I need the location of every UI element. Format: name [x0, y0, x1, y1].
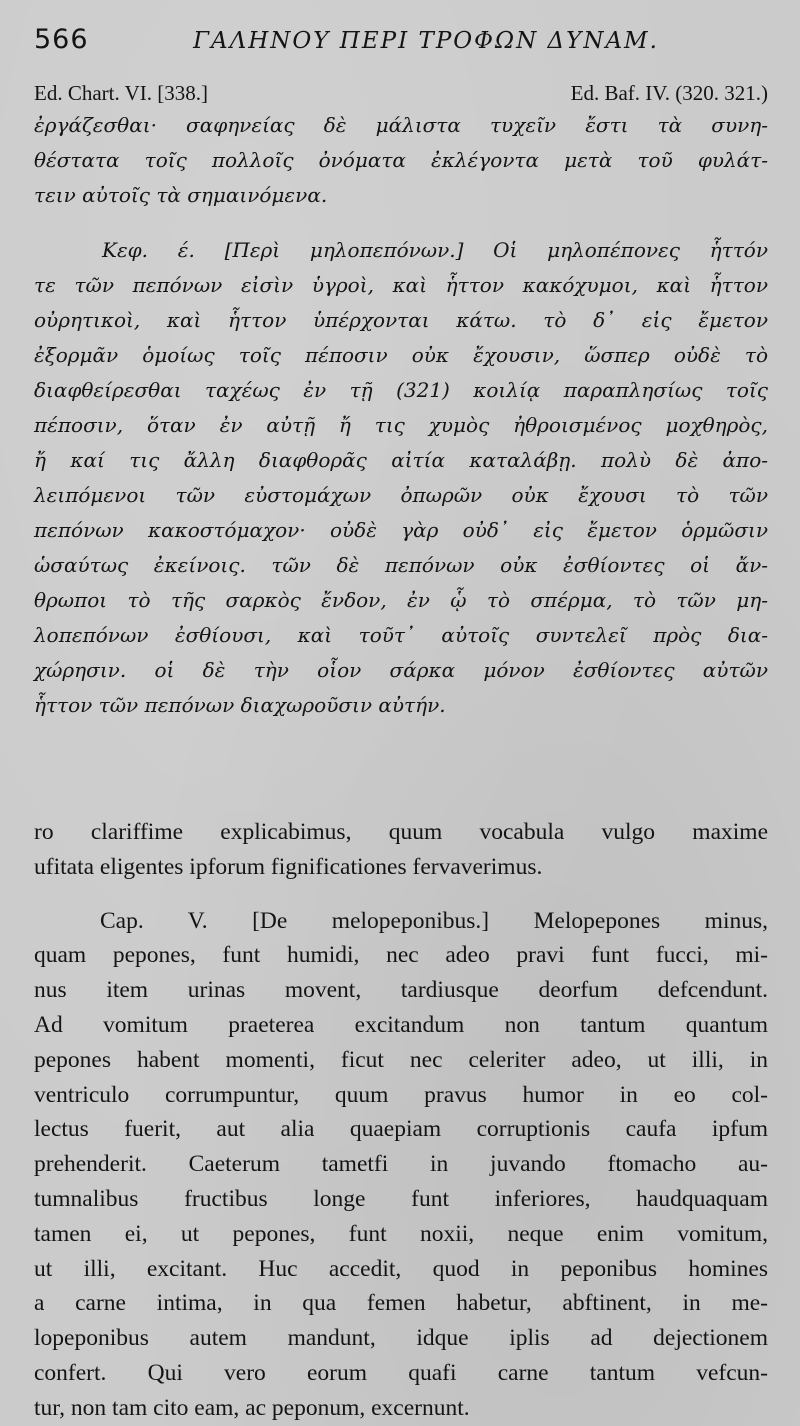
- page-number: 566: [34, 24, 89, 55]
- edition-references: [34, 78, 768, 108]
- greek-line: λοπεπόνων ἐσθίουσι, καὶ τοῦτ᾽ αὐτοῖς συντελεῖ πρὸς δια-: [34, 623, 768, 647]
- latin-line: tamen ei, ut pepones, funt noxii, neque enim vomitum,: [34, 1220, 768, 1247]
- greek-line: ἤ καί τις ἄλλη διαφθορᾶς αἰτία καταλάβῃ. πολὺ δὲ ἀπο-: [34, 448, 768, 472]
- latin-line: lectus fuerit, aut alia quaepiam corruptionis caufa ipfum: [34, 1116, 768, 1143]
- latin-line: Cap. V. [De melopeponibus.] Melopepones minus,: [100, 907, 768, 934]
- greek-line: ἐξορμᾶν ὁμοίως τοῖς πέποσιν οὐκ ἔχουσιν, ὥσπερ οὐδὲ τὸ: [34, 343, 768, 367]
- latin-line: prehenderit. Caeterum tametfi in juvando ftomacho au-: [34, 1151, 768, 1178]
- edition-ref-chartier: Ed. Chart. VI. [338.]: [34, 81, 208, 105]
- latin-line: tumnalibus fructibus longe funt inferiores, haudquaquam: [34, 1185, 768, 1212]
- latin-paragraph-2: [34, 904, 768, 1426]
- latin-line: ut illi, excitant. Huc accedit, quod in peponibus homines: [34, 1255, 768, 1282]
- greek-line: πέποσιν, ὅταν ἐν αὐτῇ ἤ τις χυμὸς ἠθροισμένος μοχθηρὸς,: [34, 413, 768, 437]
- edition-ref-basel: Ed. Baf. IV. (320. 321.): [570, 81, 768, 105]
- greek-line: λειπόμενοι τῶν εὐστομάχων ὀπωρῶν οὐκ ἔχουσι τὸ τῶν: [34, 483, 768, 507]
- greek-line: διαφθείρεσθαι ταχέως ἐν τῇ (321) κοιλίᾳ παραπλησίως τοῖς: [34, 378, 768, 402]
- latin-line: ufitata eligentes ipforum fignificationes fervaverimus.: [34, 853, 543, 880]
- greek-line: ἐργάζεσθαι· σαφηνείας δὲ μάλιστα τυχεῖν ἔστι τὰ συνη-: [34, 113, 768, 137]
- greek-line: οὐρητικοὶ, καὶ ἧττον ὑπέρχονται κάτω. τὸ δ᾽ εἰς ἔμετον: [34, 308, 768, 332]
- greek-line: θρωποι τὸ τῆς σαρκὸς ἔνδον, ἐν ᾧ τὸ σπέρμα, τὸ τῶν μη-: [34, 588, 768, 612]
- latin-line: tur, non tam cito eam, ac peponum, excernunt.: [34, 1394, 470, 1421]
- latin-line: a carne intima, in qua femen habetur, abftinent, in me-: [34, 1290, 768, 1317]
- greek-line: τε τῶν πεπόνων εἰσὶν ὑγροὶ, καὶ ἧττον κακόχυμοι, καὶ ἧττον: [34, 273, 768, 297]
- latin-line: quam pepones, funt humidi, nec adeo pravi funt fucci, mi-: [34, 942, 768, 969]
- latin-line: confert. Qui vero eorum quafi carne tantum vefcun-: [34, 1359, 768, 1386]
- running-head: [34, 24, 768, 68]
- greek-line: χώρησιν. οἱ δὲ τὴν οἷον σάρκα μόνον ἐσθίοντες αὐτῶν: [34, 658, 768, 682]
- greek-line: τειν αὐτοῖς τὰ σημαινόμενα.: [34, 183, 328, 207]
- greek-line: ὡσαύτως ἐκείνοις. τῶν δὲ πεπόνων οὐκ ἐσθίοντες οἱ ἄν-: [34, 553, 768, 577]
- greek-line: ἧττον τῶν πεπόνων διαχωροῦσιν αὐτήν.: [34, 693, 446, 717]
- greek-paragraph-2: [34, 233, 768, 723]
- greek-line: πεπόνων κακοστόμαχον· οὐδὲ γὰρ οὐδ᾽ εἰς ἔμετον ὁρμῶσιν: [34, 518, 768, 542]
- latin-paragraph-1: [34, 815, 768, 885]
- latin-line: lopeponibus autem mandunt, idque iplis ad dejectionem: [34, 1325, 768, 1352]
- greek-line: θέστατα τοῖς πολλοῖς ὀνόματα ἐκλέγοντα μετὰ τοῦ φυλάτ-: [34, 148, 768, 172]
- latin-line: pepones habent momenti, ficut nec celeriter adeo, ut illi, in: [34, 1046, 768, 1073]
- running-title: ΓΑΛΗΝΟΥ ΠΕΡΙ ΤΡΟΦΩΝ ΔΥΝΑΜ.: [193, 28, 659, 54]
- latin-line: Ad vomitum praeterea excitandum non tantum quantum: [34, 1011, 768, 1038]
- latin-line: ventriculo corrumpuntur, quum pravus humor in eo col-: [34, 1081, 768, 1108]
- latin-line: ro clariffime explicabimus, quum vocabula vulgo maxime: [34, 819, 768, 845]
- greek-paragraph-1: [34, 108, 768, 213]
- greek-line: Κεφ. έ. [Περὶ μηλοπεπόνων.] Οἱ μηλοπέπονες ἧττόν: [102, 238, 768, 262]
- latin-line: nus item urinas movent, tardiusque deorfum defcendunt.: [34, 977, 768, 1004]
